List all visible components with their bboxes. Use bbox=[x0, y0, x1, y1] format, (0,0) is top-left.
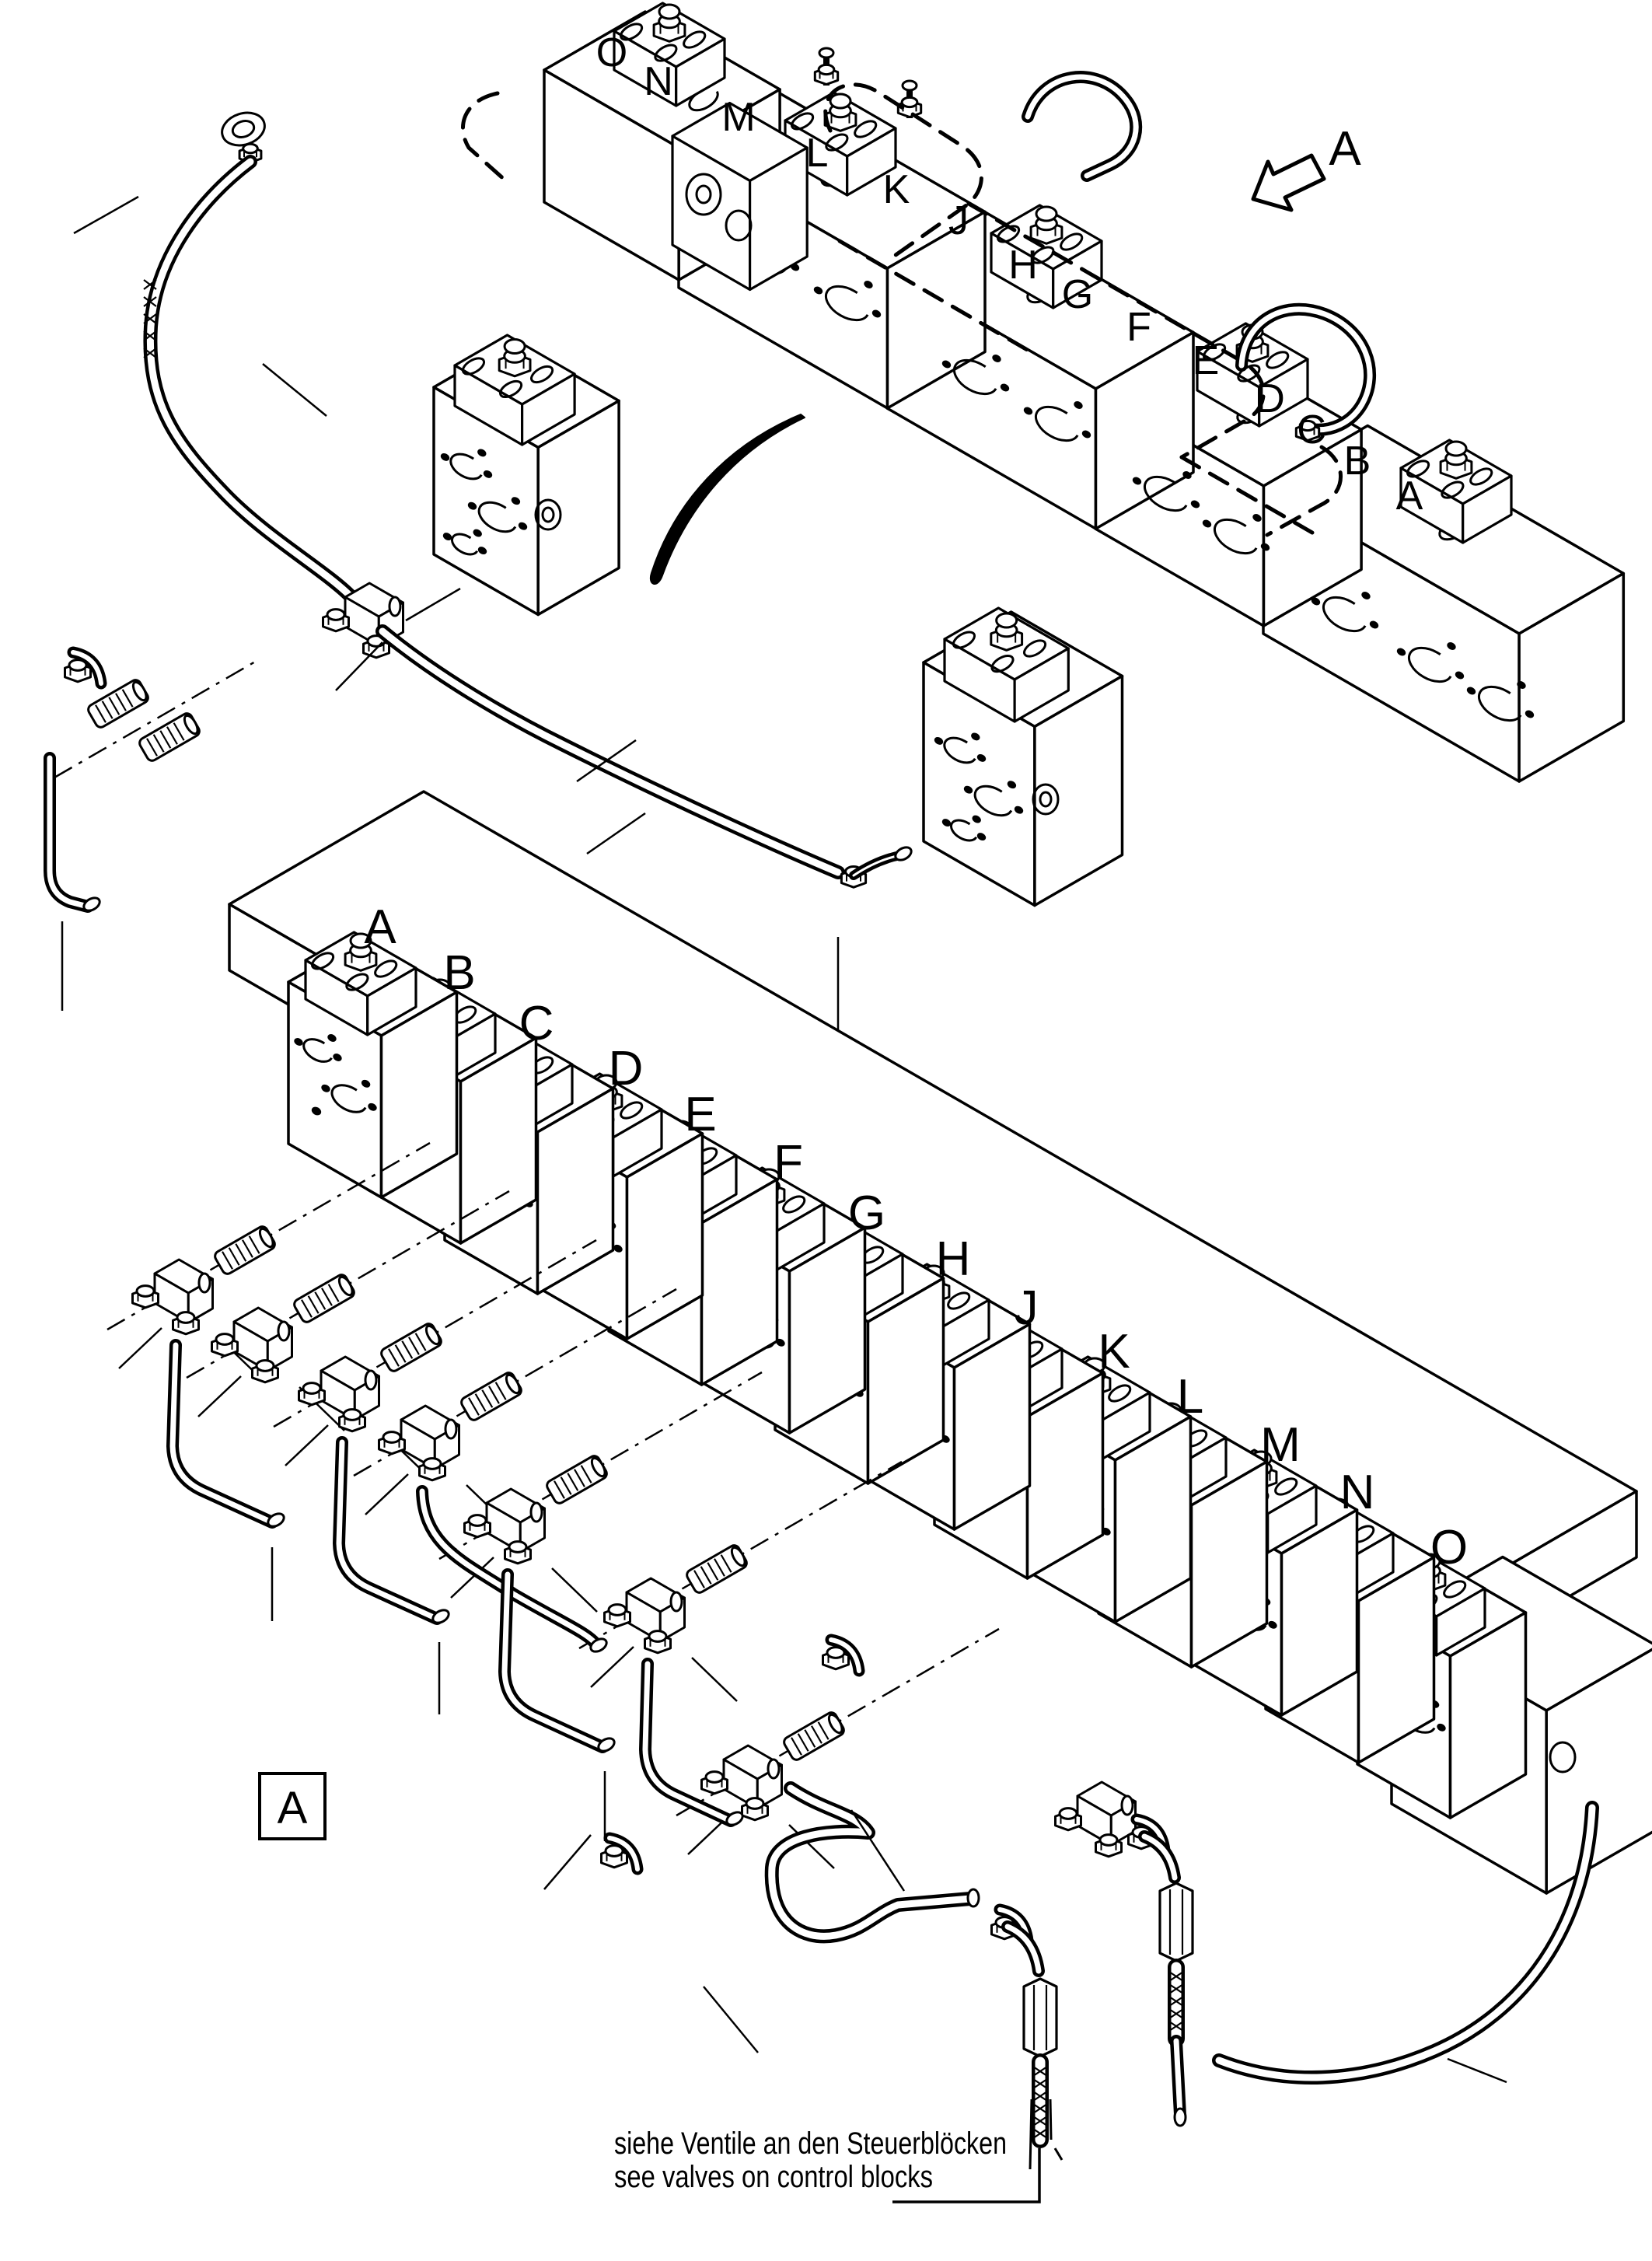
part-letter-F: F bbox=[774, 1136, 803, 1190]
part-letter-E: E bbox=[1192, 338, 1220, 383]
part-letter-G: G bbox=[1061, 272, 1094, 317]
valve-block-detached-left bbox=[406, 335, 619, 620]
part-letter-O: O bbox=[595, 30, 628, 75]
part-letter-M: M bbox=[721, 95, 756, 140]
tee-fitting bbox=[1056, 1782, 1136, 1857]
elbow-fitting bbox=[602, 1838, 638, 1869]
caption-line-german: siehe Ventile an den Steuerblöcken bbox=[614, 2126, 1007, 2161]
left-fitting-cluster bbox=[50, 652, 257, 1011]
part-letter-B: B bbox=[1343, 439, 1371, 484]
hex-coupler bbox=[1024, 1979, 1057, 2057]
part-letter-E: E bbox=[684, 1088, 717, 1141]
tee-fitting bbox=[133, 1260, 213, 1334]
part-letter-N: N bbox=[1339, 1466, 1375, 1519]
part-letter-L: L bbox=[805, 131, 829, 176]
part-letter-A: A bbox=[1395, 474, 1423, 519]
part-letter-H: H bbox=[1008, 243, 1038, 288]
braided-hose-right bbox=[1129, 1819, 1193, 2126]
hex-coupler bbox=[1160, 1883, 1193, 1961]
elbow-fitting bbox=[65, 652, 102, 683]
part-letter-K: K bbox=[882, 167, 910, 212]
threaded-nipple bbox=[213, 1225, 277, 1276]
tee-fitting bbox=[379, 1406, 459, 1480]
part-letter-L: L bbox=[1176, 1370, 1204, 1424]
elbow-fitting bbox=[823, 1640, 860, 1671]
part-letter-N: N bbox=[644, 59, 673, 104]
threaded-nipple bbox=[459, 1371, 523, 1422]
part-letter-G: G bbox=[847, 1186, 886, 1240]
tee-fitting bbox=[465, 1489, 545, 1564]
part-letter-O: O bbox=[1430, 1521, 1469, 1574]
tee-fitting bbox=[299, 1357, 379, 1431]
braided-hose-section bbox=[1033, 2062, 1047, 2140]
threaded-nipple bbox=[292, 1273, 356, 1324]
part-letter-F: F bbox=[1126, 305, 1151, 350]
part-letter-M: M bbox=[1260, 1418, 1301, 1472]
tee-fitting bbox=[605, 1578, 685, 1653]
threaded-nipple bbox=[138, 711, 201, 763]
view-direction-arrow bbox=[1253, 122, 1361, 210]
part-letter-B: B bbox=[443, 946, 476, 1000]
threaded-nipple bbox=[782, 1711, 846, 1762]
part-letter-A: A bbox=[364, 900, 396, 954]
braided-hose-section bbox=[1169, 1967, 1183, 2039]
part-letter-J: J bbox=[948, 198, 969, 243]
hose-upper-left bbox=[144, 107, 403, 657]
part-letter-H: H bbox=[935, 1232, 971, 1286]
tee-fitting bbox=[212, 1308, 292, 1382]
view-arrow-icon bbox=[1253, 156, 1324, 210]
caption bbox=[614, 2126, 1039, 2202]
threaded-nipple bbox=[545, 1454, 609, 1505]
detail-box bbox=[260, 1774, 325, 1839]
part-letter-J: J bbox=[1014, 1281, 1039, 1335]
part-letter-K: K bbox=[1098, 1325, 1130, 1379]
swoosh-mark bbox=[651, 414, 805, 584]
threaded-nipple bbox=[685, 1543, 749, 1595]
view-arrow-label: A bbox=[1329, 122, 1361, 176]
part-letter-D: D bbox=[608, 1042, 644, 1096]
valve-block-detached-right bbox=[838, 608, 1123, 1040]
part-letter-C: C bbox=[519, 997, 554, 1050]
threaded-nipple bbox=[379, 1322, 443, 1373]
part-letter-D: D bbox=[1256, 376, 1285, 421]
caption-line-english: see valves on control blocks bbox=[614, 2160, 933, 2194]
detail-box-label: A bbox=[277, 1783, 308, 1833]
part-letter-C: C bbox=[1297, 407, 1326, 453]
